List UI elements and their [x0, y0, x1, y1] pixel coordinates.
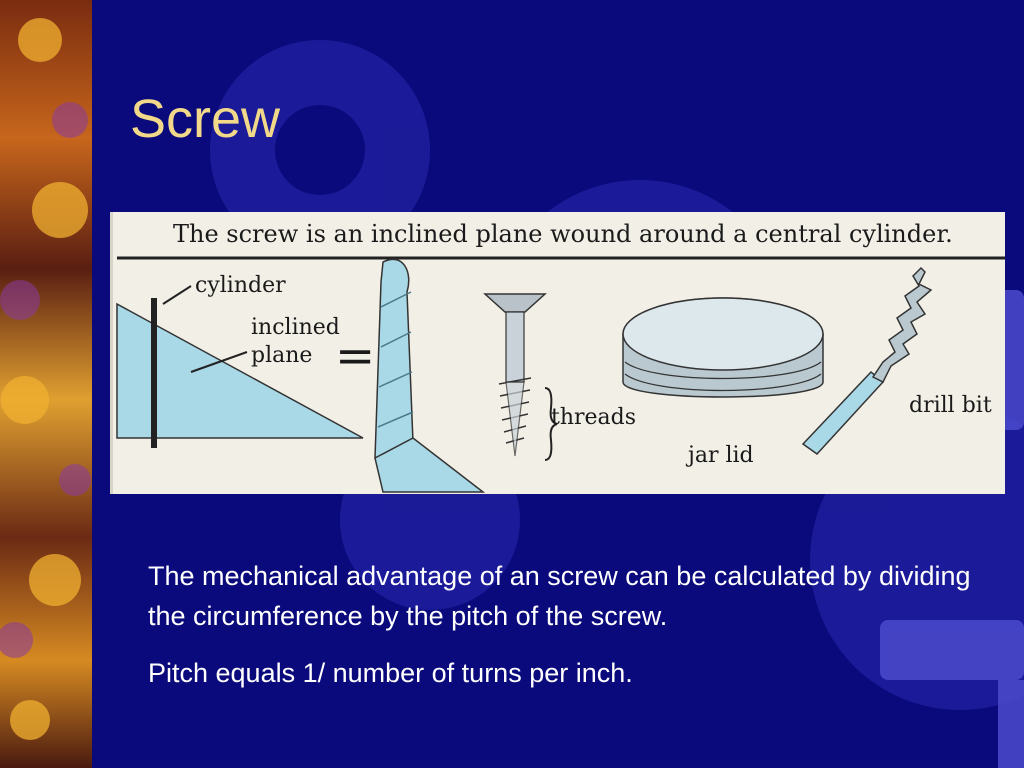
- screw-drawing: [485, 294, 545, 456]
- label-plane: plane: [251, 343, 313, 368]
- left-decorative-strip: [0, 0, 92, 768]
- slide-body: [148, 556, 988, 710]
- label-inclined: inclined: [251, 315, 340, 340]
- label-cylinder: cylinder: [195, 273, 286, 298]
- equals-sign: =: [335, 328, 376, 384]
- slide-title: Screw: [130, 89, 281, 149]
- cylinder-arrow: [163, 286, 191, 304]
- label-threads: threads: [551, 405, 637, 430]
- paragraph-mechanical-advantage: The mechanical advantage of an screw can be calculated by dividing the circumference by the pitch of the screw.: [148, 561, 971, 631]
- cylinder-rod: [151, 298, 157, 448]
- figure-caption: The screw is an inclined plane wound around a central cylinder.: [173, 220, 953, 248]
- screw-illustration: [110, 212, 1005, 494]
- label-drill-bit: drill bit: [909, 393, 992, 418]
- wound-plane-cylinder: [375, 259, 413, 463]
- paragraph-pitch: Pitch equals 1/ number of turns per inch.: [148, 658, 633, 688]
- label-jar-lid: jar lid: [688, 443, 754, 468]
- jar-lid-drawing: [623, 298, 823, 397]
